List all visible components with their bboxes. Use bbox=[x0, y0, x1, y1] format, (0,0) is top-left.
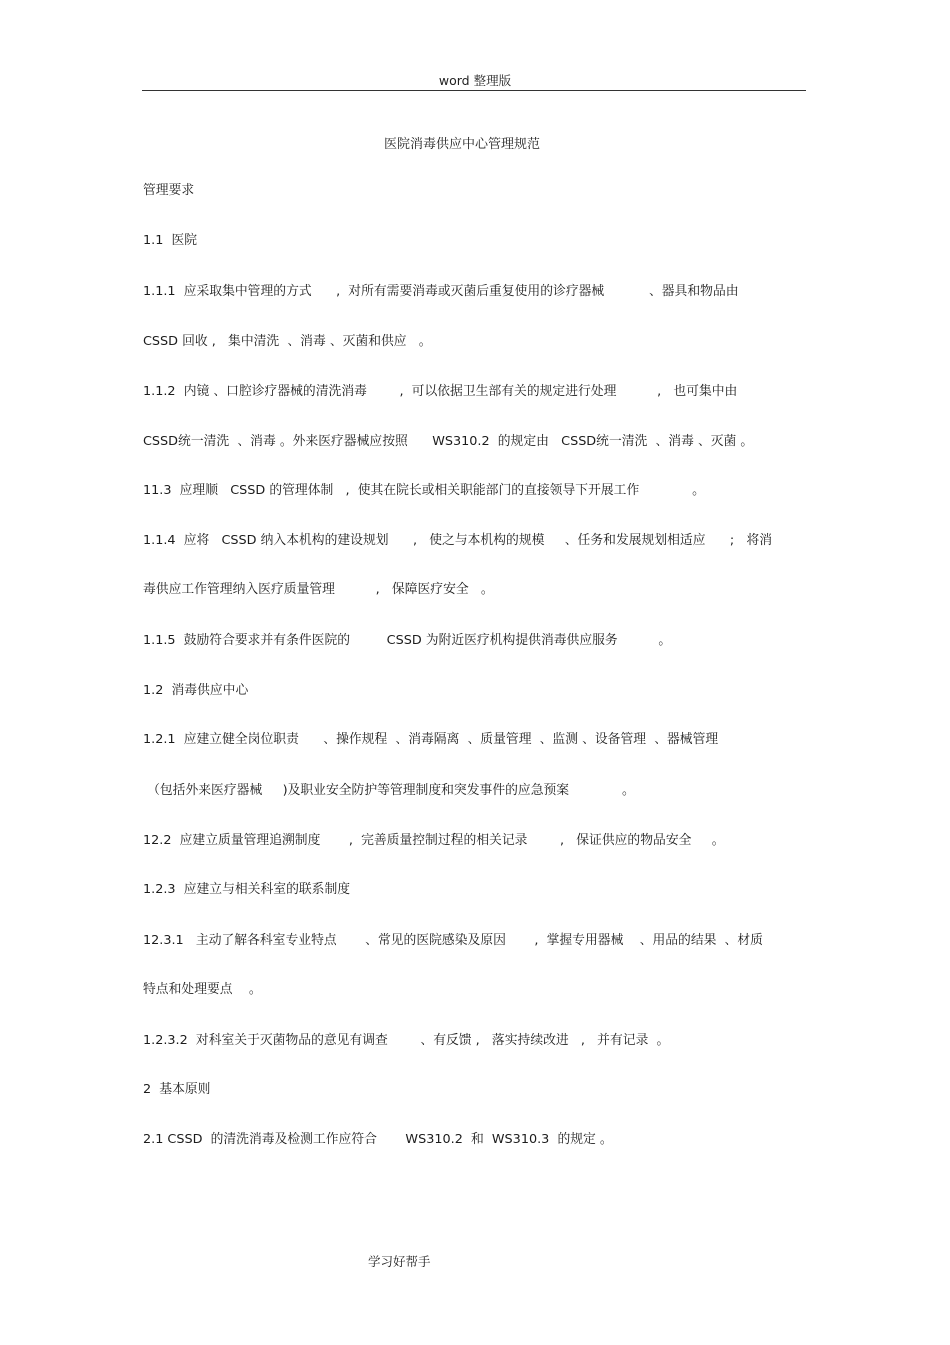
text-line: （包括外来医疗器械 )及职业安全防护等管理制度和突发事件的应急预案 。 bbox=[143, 783, 635, 798]
page-footer: 学习好帮手 bbox=[368, 1254, 431, 1269]
text-line: 1.1.2 内镜 、口腔诊疗器械的清洗消毒 , 可以依据卫生部有关的规定进行处理 , 也可集中由 bbox=[143, 384, 738, 399]
text-line: 1.1.1 应采取集中管理的方式 , 对所有需要消毒或灭菌后重复使用的诊疗器械 、器具和物品由 bbox=[143, 284, 739, 299]
text-line: 特点和处理要点 。 bbox=[143, 982, 262, 997]
text-line: 1.1.4 应将 CSSD 纳入本机构的建设规划 , 使之与本机构的规模 、任务和发展规划相适应 ; 将消 bbox=[143, 533, 773, 548]
text-line: 1.2.1 应建立健全岗位职责 、操作规程 、消毒隔离 、质量管理 、监测 、设备管理 、器械管理 bbox=[143, 732, 719, 747]
header-text: word 整理版 bbox=[438, 73, 512, 88]
text-line: 1.2 消毒供应中心 bbox=[143, 683, 249, 698]
text-line: 12.3.1 主动了解各科室专业特点 、常见的医院感染及原因 , 掌握专用器械 、用品的结果 、材质 bbox=[143, 933, 763, 948]
header-divider bbox=[142, 90, 806, 91]
text-line: CSSD统一清洗 、消毒 。外来医疗器械应按照 WS310.2 的规定由 CSSD统一清洗 、消毒 、灭菌 。 bbox=[143, 434, 754, 449]
text-line: 2 基本原则 bbox=[143, 1082, 211, 1097]
text-line: 毒供应工作管理纳入医疗质量管理 , 保障医疗安全 。 bbox=[143, 582, 494, 597]
text-line: 11.3 应理顺 CSSD 的管理体制 , 使其在院长或相关职能部门的直接领导下开展工作 。 bbox=[143, 483, 705, 498]
section-heading: 管理要求 bbox=[143, 183, 195, 198]
text-line: 2.1 CSSD 的清洗消毒及检测工作应符合 WS310.2 和 WS310.3 的规定 。 bbox=[143, 1132, 613, 1147]
text-line: 1.1.5 鼓励符合要求并有条件医院的 CSSD 为附近医疗机构提供消毒供应服务 。 bbox=[143, 633, 672, 648]
text-line: 1.2.3.2 对科室关于灭菌物品的意见有调查 、有反馈 , 落实持续改进 , 并有记录 。 bbox=[143, 1033, 670, 1048]
text-line: 1.1 医院 bbox=[143, 233, 198, 248]
text-line: 12.2 应建立质量管理追溯制度 , 完善质量控制过程的相关记录 , 保证供应的物品安全 。 bbox=[143, 833, 725, 848]
text-line: CSSD 回收 , 集中清洗 、消毒 、灭菌和供应 。 bbox=[143, 334, 432, 349]
text-line: 1.2.3 应建立与相关科室的联系制度 bbox=[143, 882, 351, 897]
document-title: 医院消毒供应中心管理规范 bbox=[383, 137, 540, 152]
